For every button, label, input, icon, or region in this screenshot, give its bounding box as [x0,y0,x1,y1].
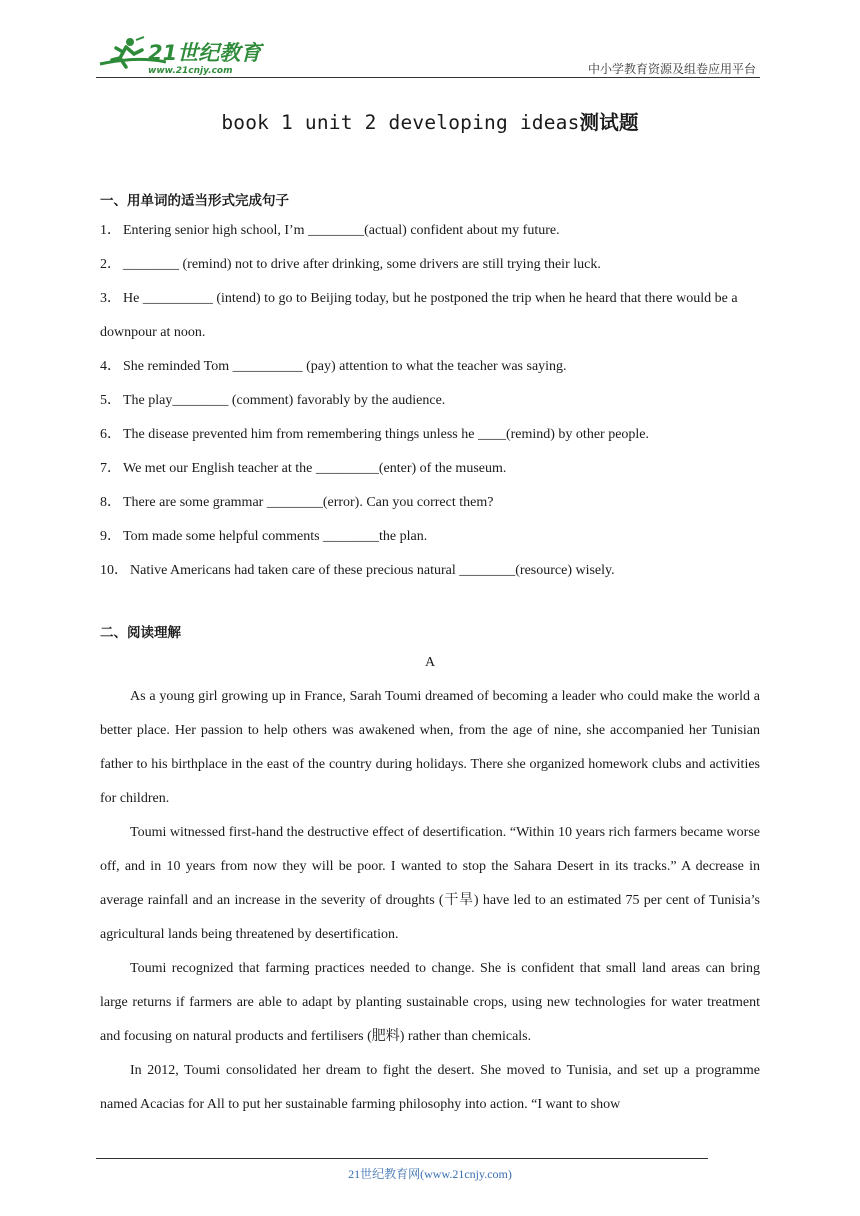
section2-heading: 二、阅读理解 [100,625,181,641]
question-item [100,282,760,350]
question-item [100,452,760,486]
question-text: The disease prevented him from remembering things unless he ____(remind) by other people. [123,427,650,442]
question-item [100,486,760,520]
question-number: 2． [100,257,121,272]
question-text: Entering senior high school, I’m ________(actual) confident about my future. [123,223,560,238]
question-number: 5． [100,393,121,408]
footer-divider [96,1158,708,1159]
question-item [100,350,760,384]
question-number: 1． [100,223,121,238]
page-title [0,107,860,135]
logo-text: 21世纪教育 [148,41,262,65]
passage-paragraph: Toumi recognized that farming practices needed to change. She is confident that small land areas can bring large returns if farmers are able to adapt by planting sustainable crops, using new technologies for water treatment and focusing on natural products and fertilisers (肥料) rather than chemicals. [100,961,760,1044]
question-item [100,248,760,282]
question-item [100,520,760,554]
section1-heading: 一、用单词的适当形式完成句子 [100,193,289,209]
question-number: 7． [100,461,121,476]
passage-paragraph: Toumi witnessed first-hand the destructive effect of desertification. “Within 10 years rich farmers became worse off, and in 10 years from now they will be poor. I wanted to stop the Sahara Desert in its tracks.” A decrease in average rainfall and an increase in the severity of droughts (干旱) have led to an estimated 75 per cent of Tunisia’s agricultural lands being threatened by desertification. [100,825,760,942]
site-logo [96,34,266,78]
question-text: ________ (remind) not to drive after drinking, some drivers are still trying their luck. [123,257,601,272]
page-header [96,30,760,80]
passage-label: A [424,655,436,670]
question-number: 6． [100,427,121,442]
question-number: 8． [100,495,121,510]
runner-logo-icon [96,34,266,78]
question-number: 10． [100,563,128,578]
title-main: book 1 unit 2 developing ideas [221,111,580,134]
question-list [100,214,760,588]
question-number: 4． [100,359,121,374]
logo-url: www.21cnjy.com [148,66,233,76]
question-item [100,554,760,588]
question-text: The play________ (comment) favorably by the audience. [123,393,446,408]
question-number: 9． [100,529,121,544]
question-text: She reminded Tom __________ (pay) attention to what the teacher was saying. [123,359,567,374]
question-item [100,418,760,452]
question-text: He __________ (intend) to go to Beijing today, but he postponed the trip when he heard that there would be a downpour at noon. [100,291,738,340]
passage-paragraph: In 2012, Toumi consolidated her dream to fight the desert. She moved to Tunisia, and set up a programme named Acacias for All to put her sustainable farming philosophy into action. “I want to show [100,1063,760,1112]
question-text: We met our English teacher at the _________(enter) of the museum. [123,461,507,476]
platform-name: 中小学教育资源及组卷应用平台 [587,62,756,76]
question-text: Native Americans had taken care of these precious natural ________(resource) wisely. [130,563,615,578]
title-suffix: 测试题 [579,111,639,134]
footer-text: 21世纪教育网(www.21cnjy.com) [348,1167,512,1181]
header-divider [96,77,760,78]
question-number: 3． [100,291,121,306]
passage-paragraph: As a young girl growing up in France, Sarah Toumi dreamed of becoming a leader who could make the world a better place. Her passion to help others was awakened when, from the age of nine, she accompanied her Tunisian father to his birthplace in the east of the country during holidays. There she organized homework clubs and activities for children. [100,689,760,806]
passage-text [100,680,760,1122]
question-item [100,384,760,418]
question-text: There are some grammar ________(error). Can you correct them? [123,495,494,510]
question-text: Tom made some helpful comments ________the plan. [123,529,428,544]
question-item [100,214,760,248]
document-body [100,188,760,1122]
